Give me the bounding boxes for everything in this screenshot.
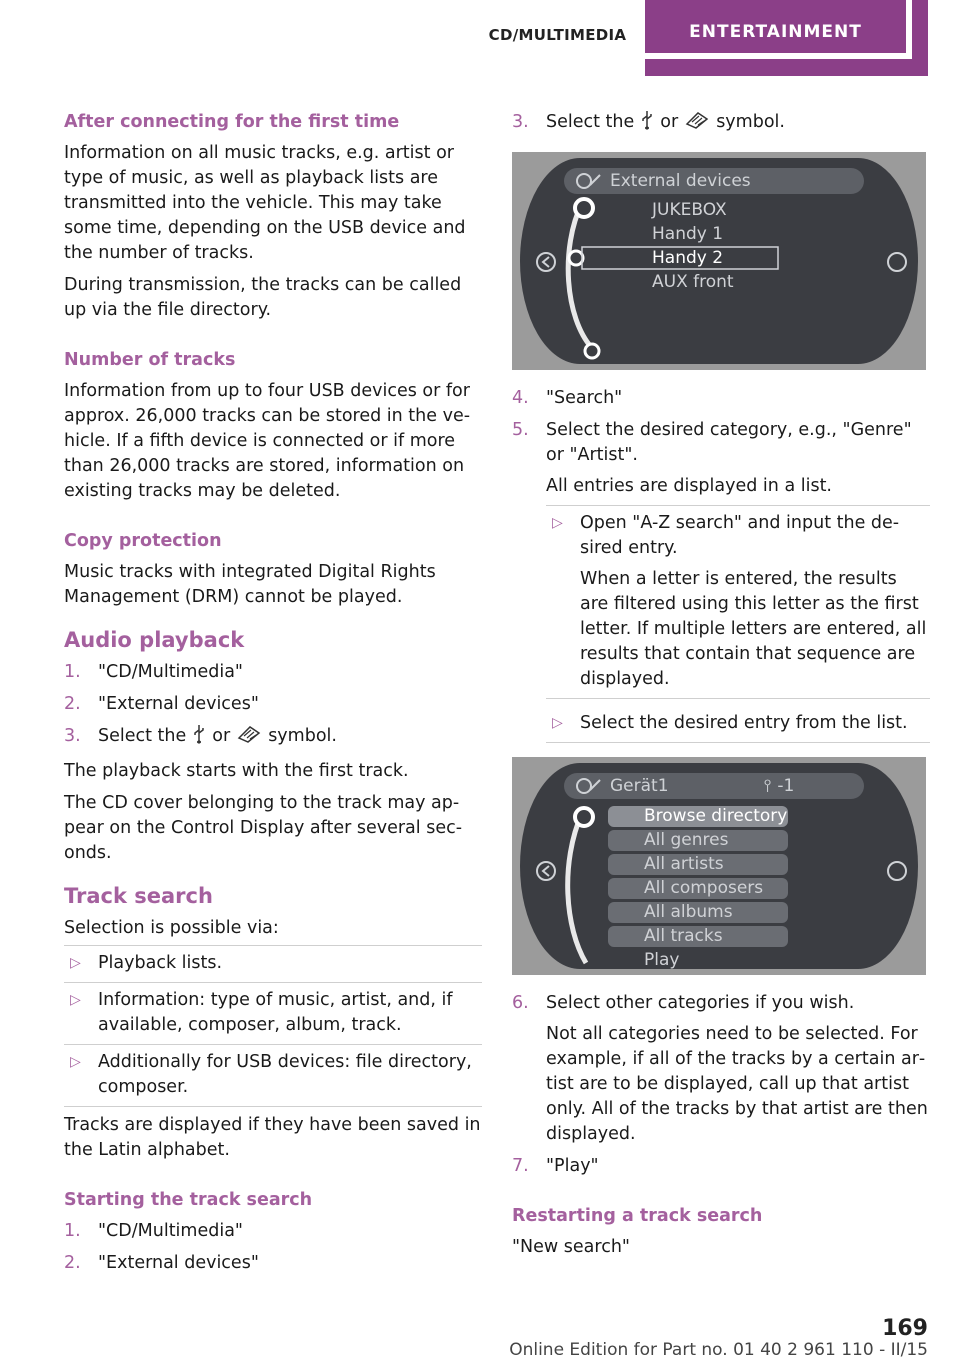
phone-icon — [236, 724, 262, 752]
list-item: 1. "CD/Multimedia" — [64, 1221, 243, 1241]
bullet-triangle-icon: ▷ — [70, 992, 81, 1008]
list-item: ▷ Information: type of music, artist, and, if available, composer, album, track. — [64, 983, 482, 1045]
list-item: 2. "External devices" — [64, 1253, 259, 1273]
right-column — [512, 110, 930, 1267]
list-item: ▷ Additionally for USB devices: file directory, composer. — [64, 1045, 482, 1107]
audio-playback-steps — [64, 660, 482, 752]
edition-footer: Online Edition for Part no. 01 40 2 961 110 - II/15 — [509, 1340, 928, 1360]
playback-paragraph-2: The CD cover belonging to the track may appear on the Control Display after several seconds. — [64, 793, 463, 863]
chapter-title: ENTERTAINMENT — [689, 22, 862, 42]
latin-alphabet-paragraph: Tracks are displayed if they have been saved in the Latin alphabet. — [64, 1115, 481, 1160]
list-item: 3. Select the or symbol. — [512, 110, 930, 138]
audio-playback-heading: Audio playback — [64, 628, 245, 652]
list-item: 6. Select other categories if you wish. Not all categories need to be selected. For example, if all of the tracks by a certain artist are to be displayed, call up that artist only. All of the tracks by that artist are then displayed. — [512, 991, 930, 1147]
restart-track-search-heading: Restarting a track search — [512, 1206, 763, 1226]
device-indicator: ⫯ -1 — [764, 776, 795, 796]
list-item: 4. "Search" — [512, 388, 623, 408]
step-5-options — [546, 505, 930, 743]
steps-4-5 — [512, 386, 930, 743]
track-search-heading: Track search — [64, 884, 213, 908]
section-title: CD/MULTIMEDIA — [488, 26, 627, 44]
starting-track-search-steps — [64, 1219, 482, 1276]
restart-track-search-paragraph: "New search" — [512, 1237, 630, 1257]
usb-icon — [640, 110, 654, 138]
page-number: 169 — [882, 1316, 928, 1341]
number-of-tracks-paragraph: Information from up to four USB devices or for approx. 26,000 tracks can be stored in the vehicle. If a fifth device is connected or if more than 26,000 tracks are stored, information on existing tracks may be deleted. — [64, 381, 471, 501]
list-item: 1. "CD/Multimedia" — [64, 662, 243, 682]
copy-protection-heading: Copy protection — [64, 531, 222, 551]
first-time-heading: After connecting for the first time — [64, 112, 400, 132]
bullet-triangle-icon: ▷ — [70, 955, 81, 971]
list-item: 5. Select the desired category, e.g., "Genre" or "Artist". All entries are displayed in a list. ▷ Open "A-Z search" and input the desired entry. When a letter is entered, the results are filtered using this letter as the first letter. If multiple letters are entered, all results that contain that sequence are displayed. ▷ Select the desired entry from the list. — [512, 418, 930, 743]
control-display-screenshot-categories: Gerät1 ⫯ -1 Browse directory All genres All artists All composers All albums All tracks Play — [512, 757, 926, 975]
bullet-triangle-icon: ▷ — [552, 515, 563, 531]
copy-protection-paragraph: Music tracks with integrated Digital Rights Management (DRM) cannot be played. — [64, 562, 436, 607]
phone-icon — [684, 110, 710, 138]
bullet-triangle-icon: ▷ — [552, 715, 563, 731]
starting-track-search-heading: Starting the track search — [64, 1190, 313, 1210]
list-item: 3. Select the or symbol. — [64, 724, 482, 752]
list-item: ▷ Select the desired entry from the list. — [546, 706, 930, 743]
step-5-note: All entries are displayed in a list. — [546, 476, 832, 496]
first-time-paragraph-2: During transmission, the tracks can be called up via the file directory. — [64, 275, 462, 320]
display-title: External devices — [610, 171, 751, 191]
list-item: ▷ Open "A-Z search" and input the desired entry. When a letter is entered, the results are filtered using this letter as the first letter. If multiple letters are entered, all results that contain that sequence are displayed. — [546, 506, 930, 699]
playback-paragraph-1: The playback starts with the first track. — [64, 761, 409, 781]
left-column — [64, 110, 482, 1283]
steps-6-7 — [512, 991, 930, 1179]
display-title: Gerät1 — [610, 776, 669, 796]
list-item: ▷ Playback lists. — [64, 946, 482, 983]
bullet-triangle-icon: ▷ — [70, 1054, 81, 1070]
track-search-options — [64, 945, 482, 1107]
track-search-intro: Selection is possible via: — [64, 918, 279, 938]
step-3 — [512, 110, 930, 138]
number-of-tracks-heading: Number of tracks — [64, 350, 236, 370]
list-item: 7. "Play" — [512, 1156, 599, 1176]
usb-icon — [192, 724, 206, 752]
control-display-screenshot-external-devices: External devices JUKEBOX Handy 1 Handy 2 AUX front — [512, 152, 926, 370]
list-item: 2. "External devices" — [64, 694, 259, 714]
first-time-paragraph-1: Information on all music tracks, e.g. artist or type of music, as well as playback lists are transmitted into the vehicle. This may take some time, depending on the USB device and the number of tracks. — [64, 143, 466, 263]
step-6-note: Not all categories need to be selected. For example, if all of the tracks by a certain artist are to be displayed, call up that artist only. All of the tracks by that artist are then displayed. — [546, 1024, 928, 1144]
chapter-tab — [645, 0, 928, 76]
